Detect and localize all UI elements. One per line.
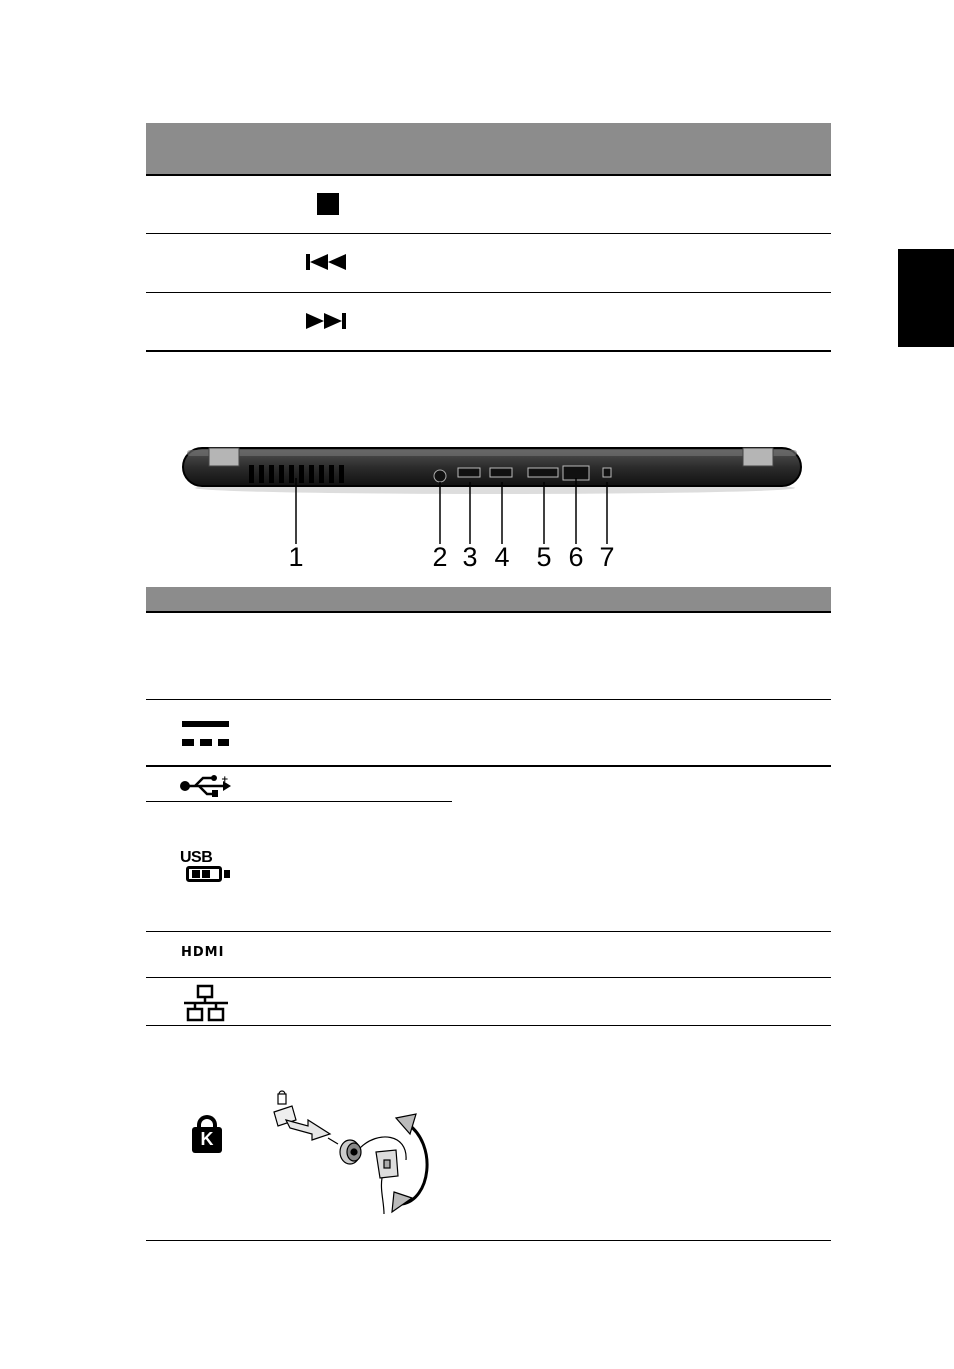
callout-lines <box>280 478 620 546</box>
stop-icon <box>317 193 339 215</box>
svg-text:+: + <box>221 775 229 785</box>
ports-table-header <box>146 587 831 613</box>
previous-track-icon <box>304 252 350 272</box>
network-icon <box>183 984 229 1022</box>
usb-charge-icon-label: USB <box>180 849 213 866</box>
table-row-divider <box>146 699 831 700</box>
media-table-header <box>146 123 831 176</box>
callout-3: 3 <box>462 542 478 572</box>
table-bottom-rule <box>146 1240 831 1241</box>
table-row-divider <box>146 292 831 293</box>
partial-divider <box>146 801 452 802</box>
callout-4: 4 <box>494 542 510 572</box>
table-row-divider <box>146 765 831 767</box>
kensington-lock-icon <box>192 1115 222 1153</box>
kensington-lock-icon-label: K <box>200 1129 214 1149</box>
usb-charge-icon <box>180 850 232 884</box>
callout-7: 7 <box>599 542 615 572</box>
table-bottom-rule <box>146 350 831 352</box>
lock-install-illustration <box>268 1090 440 1215</box>
next-track-icon <box>304 311 350 331</box>
table-row-divider <box>146 977 831 978</box>
chapter-side-tab <box>898 249 954 347</box>
table-row-divider <box>146 233 831 234</box>
callout-6: 6 <box>568 542 584 572</box>
table-row-divider <box>146 1025 831 1026</box>
table-row-divider <box>146 931 831 932</box>
callout-1: 1 <box>288 542 304 572</box>
callout-5: 5 <box>536 542 552 572</box>
hdmi-icon: HDMI <box>181 945 225 960</box>
dc-in-icon <box>181 719 231 749</box>
callout-2: 2 <box>432 542 448 572</box>
usb-icon <box>179 773 233 799</box>
